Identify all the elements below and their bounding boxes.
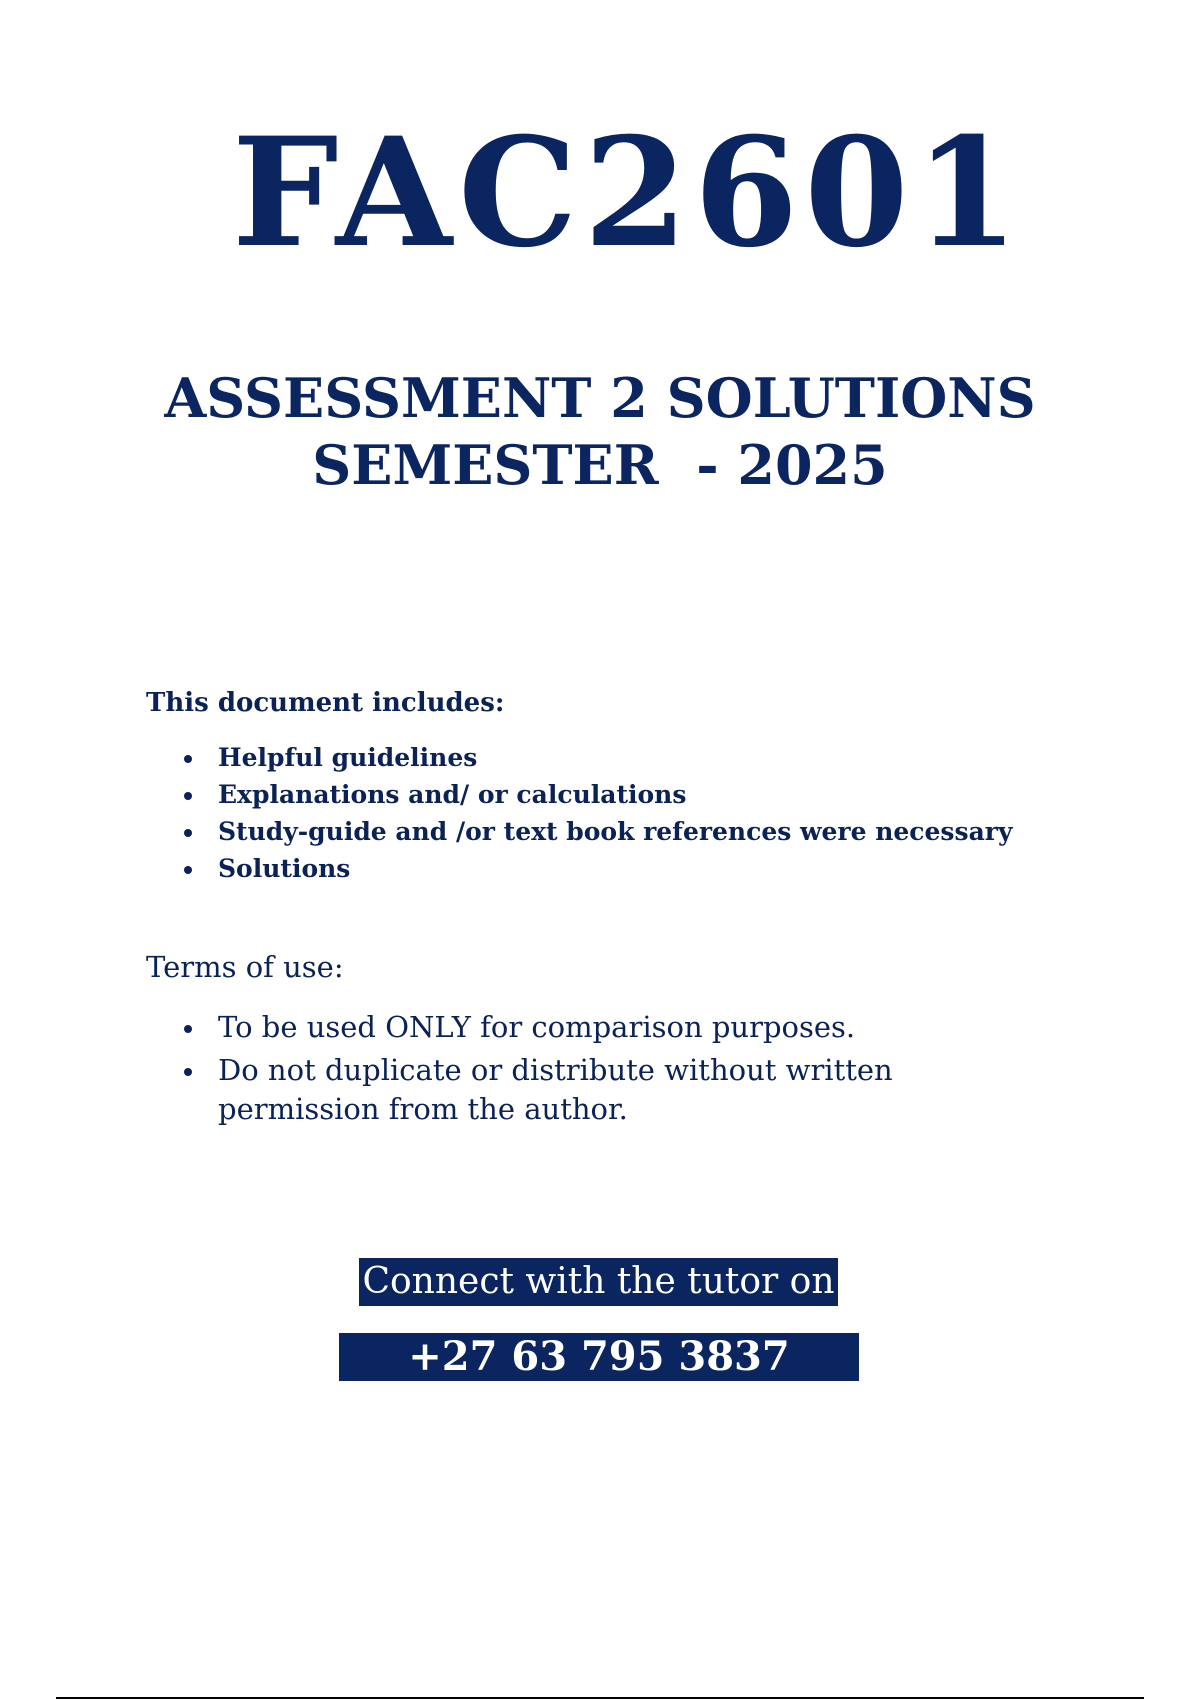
list-item-text: To be used ONLY for comparison purposes. bbox=[218, 1010, 856, 1044]
list-item-text: Explanations and/ or calculations bbox=[218, 780, 687, 809]
bullet-icon bbox=[184, 829, 192, 837]
connect-banner: Connect with the tutor on bbox=[359, 1258, 838, 1306]
bottom-divider bbox=[56, 1697, 1144, 1699]
bullet-icon bbox=[184, 1025, 192, 1033]
bullet-icon bbox=[184, 866, 192, 874]
list-item-text: Do not duplicate or distribute without written permission from the author. bbox=[218, 1053, 893, 1126]
list-item bbox=[0, 744, 1012, 781]
bullet-icon bbox=[184, 792, 192, 800]
assessment-title: ASSESSMENT 2 SOLUTIONS bbox=[164, 366, 1036, 430]
list-item bbox=[0, 818, 1012, 855]
terms-list bbox=[0, 1008, 978, 1133]
includes-list bbox=[0, 744, 1012, 892]
bullet-icon bbox=[184, 1068, 192, 1076]
course-code-title: FAC2601 bbox=[232, 105, 1025, 281]
phone-number-banner: +27 63 795 3837 bbox=[339, 1333, 859, 1381]
list-item bbox=[0, 1008, 978, 1047]
terms-heading: Terms of use: bbox=[146, 950, 344, 984]
list-item bbox=[0, 855, 1012, 892]
list-item bbox=[0, 1051, 978, 1129]
semester-title: SEMESTER - 2025 bbox=[312, 433, 888, 497]
list-item-text: Solutions bbox=[218, 854, 351, 883]
list-item bbox=[0, 781, 1012, 818]
bullet-icon bbox=[184, 755, 192, 763]
includes-heading: This document includes: bbox=[146, 688, 505, 718]
list-item-text: Helpful guidelines bbox=[218, 743, 478, 772]
list-item-text: Study-guide and /or text book references were necessary bbox=[218, 817, 1013, 846]
